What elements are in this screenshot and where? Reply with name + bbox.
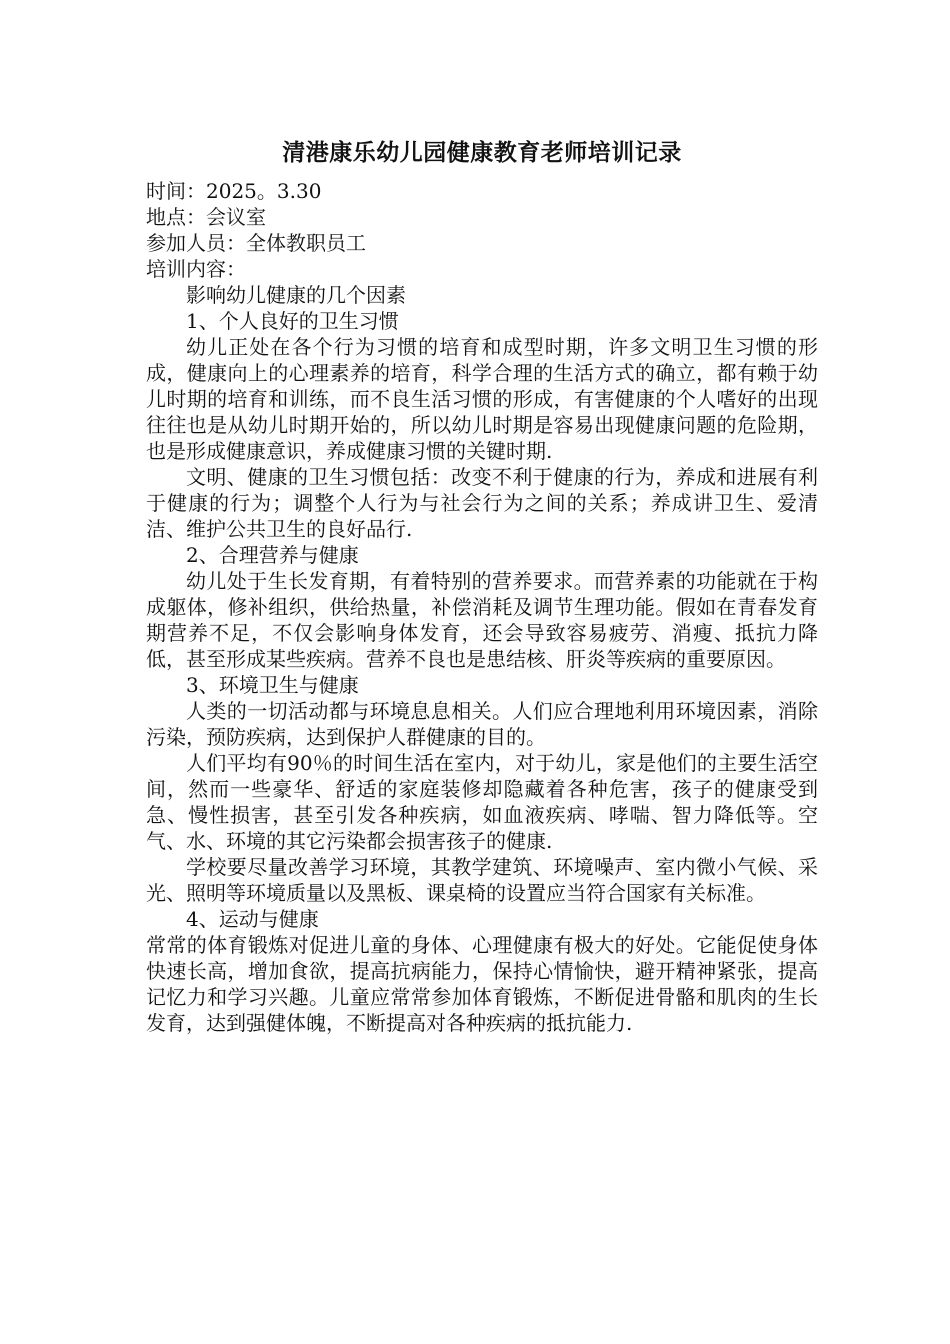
document-page [146,136,818,1036]
section-1-heading: 1、个人良好的卫生习惯 [186,309,399,333]
document-title: 清港康乐幼儿园健康教育老师培训记录 [282,140,682,166]
section-3-paragraph-2: 人们平均有90％的时间生活在室内，对于幼儿，家是他们的主要生活空间，然而一些豪华、舒适的家庭装修却隐藏着各种危害，孩子的健康受到急、慢性损害，甚至引发各种疾病，如血液疾病、哮喘、智力降低等。空气、水、环境的其它污染都会损害孩子的健康. [146,751,818,853]
section-1-paragraph-2: 文明、健康的卫生习惯包括：改变不利于健康的行为，养成和进展有利于健康的行为；调整个人行为与社会行为之间的关系；养成讲卫生、爱清洁、维护公共卫生的良好品行. [146,465,818,541]
meta-location: 地点：会议室 [146,205,266,229]
section-3-paragraph-1: 人类的一切活动都与环境息息相关。人们应合理地利用环境因素，消除污染，预防疾病，达到保护人群健康的目的。 [146,699,818,749]
topic-heading: 影响幼儿健康的几个因素 [186,283,406,307]
section-2-paragraph-1: 幼儿处于生长发育期，有着特别的营养要求。而营养素的功能就在于构成躯体，修补组织，供给热量，补偿消耗及调节生理功能。假如在青春发育期营养不足，不仅会影响身体发育，还会导致容易疲劳、消瘦、抵抗力降低，甚至形成某些疾病。营养不良也是患结核、肝炎等疾病的重要原因。 [146,569,818,671]
meta-attendees: 参加人员：全体教职员工 [146,231,366,255]
section-3-paragraph-3: 学校要尽量改善学习环境，其教学建筑、环境噪声、室内微小气候、采光、照明等环境质量以及黑板、课桌椅的设置应当符合国家有关标准。 [146,855,818,905]
section-2-heading: 2、合理营养与健康 [186,543,359,567]
meta-content-label: 培训内容： [146,257,246,281]
section-3-heading: 3、环境卫生与健康 [186,673,359,697]
section-1-paragraph-1: 幼儿正处在各个行为习惯的培育和成型时期，许多文明卫生习惯的形成，健康向上的心理素养的培育，科学合理的生活方式的确立，都有赖于幼儿时期的培育和训练，而不良生活习惯的形成，有害健康的个人嗜好的出现往往也是从幼儿时期开始的，所以幼儿时期是容易出现健康问题的危险期，也是形成健康意识，养成健康习惯的关键时期. [146,335,818,463]
meta-time: 时间：2025。3.30 [146,179,322,203]
section-4-paragraph-1: 常常的体育锻炼对促进儿童的身体、心理健康有极大的好处。它能促使身体快速长高，增加食欲，提高抗病能力，保持心情愉快，避开精神紧张，提高记忆力和学习兴趣。儿童应常常参加体育锻炼，不断促进骨骼和肌肉的生长发育，达到强健体魄，不断提高对各种疾病的抵抗能力. [146,933,818,1035]
section-4-heading: 4、运动与健康 [186,907,319,931]
